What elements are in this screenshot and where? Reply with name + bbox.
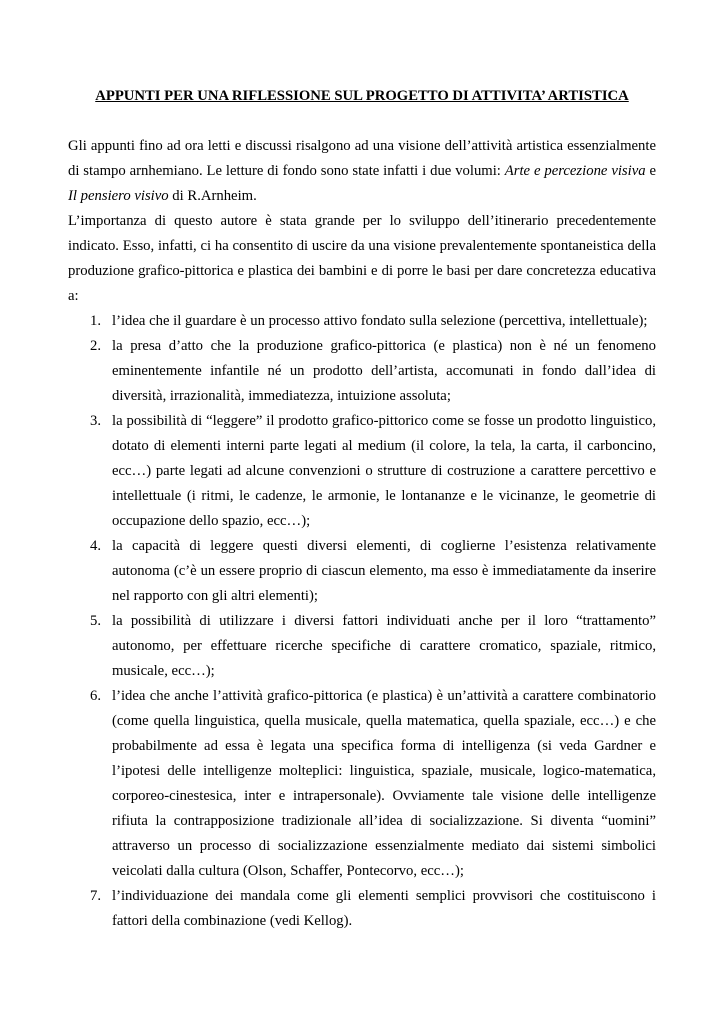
list-item-text: la possibilità di “leggere” il prodotto grafico-pittorico come se fosse un prodotto linguistico, dotato di elementi interni parte legati al medium (il colore, la tela, la carta, il carboncino, ecc…) parte legati ad alcune convenzioni o strutture di costruzione a carattere percettivo e intellettuale (i ritmi, le cadenze, le armonie, le lontananze e le vicinanze, le geometrie di occupazione dello spazio, ecc…); xyxy=(112,413,656,529)
list-item-number: 6. xyxy=(90,688,102,704)
book-title-pensiero-visivo: Il pensiero visivo xyxy=(68,188,169,204)
list-item-number: 1. xyxy=(90,313,102,329)
list-item-text: la possibilità di utilizzare i diversi fattori individuati anche per il loro “trattamento” autonomo, per effettuare ricerche specifiche di carattere cromatico, spaziale, ritmico, musicale, ecc…); xyxy=(112,613,656,679)
list-item-text: l’individuazione dei mandala come gli elementi semplici provvisori che costituiscono i fattori della combinazione (vedi Kellog). xyxy=(112,888,656,929)
list-item xyxy=(68,309,656,334)
numbered-list xyxy=(68,309,656,934)
list-item-number: 2. xyxy=(90,338,102,354)
document-title: APPUNTI PER UNA RIFLESSIONE SUL PROGETTO DI ATTIVITA’ ARTISTICA xyxy=(95,88,629,104)
second-paragraph: L’importanza di questo autore è stata grande per lo sviluppo dell’itinerario precedentemente indicato. Esso, infatti, ci ha consentito di uscire da una visione prevalentemente spontaneistica della produzione grafico-pittorica e plastica dei bambini e di porre le basi per dare concretezza educativa a: xyxy=(68,213,656,304)
list-item-text: la capacità di leggere questi diversi elementi, di coglierne l’esistenza relativamente autonoma (c’è un essere proprio di ciascun elemento, ma esso è immediatamente da inserire nel rapporto con gli altri elementi); xyxy=(112,538,656,604)
list-item xyxy=(68,609,656,684)
list-item xyxy=(68,534,656,609)
list-item-text: l’idea che il guardare è un processo attivo fondato sulla selezione (percettiva, intellettuale); xyxy=(112,313,648,329)
list-item xyxy=(68,684,656,884)
list-item-number: 3. xyxy=(90,413,102,429)
list-item-number: 7. xyxy=(90,888,102,904)
intro-conjunction: e xyxy=(645,163,656,179)
intro-author: di R.Arnheim. xyxy=(168,188,257,204)
list-item-number: 5. xyxy=(90,613,102,629)
intro-text: Gli appunti fino ad ora letti e discussi risalgono ad una visione dell’attività artistica essenzialmente di stampo arnhemiano. Le letture di fondo sono state infatti i due volumi: xyxy=(68,138,656,179)
list-item xyxy=(68,334,656,409)
list-item xyxy=(68,884,656,934)
list-item-text: l’idea che anche l’attività grafico-pittorica (e plastica) è un’attività a carattere combinatorio (come quella linguistica, quella musicale, quella matematica, quella spaziale, ecc…) e che probabilmente ad essa è legata una specifica forma di intelligenza (si veda Gardner e l’ipotesi delle intelligenze molteplici: linguistica, spaziale, musicale, logico-matematica, corporeo-cinestesica, inter e intrapersonale). Ovviamente tale visione delle intelligenze rifiuta la contrapposizione tradizionale all’idea di socializzazione. Si diventa “uomini” attraverso un processo di socializzazione essenzialmente mediato dai sistemi simbolici veicolati dalla cultura (Olson, Schaffer, Pontecorvo, ecc…); xyxy=(112,688,656,879)
document-page xyxy=(68,84,656,934)
list-item-number: 4. xyxy=(90,538,102,554)
list-item xyxy=(68,409,656,534)
book-title-arte-e-percezione: Arte e percezione visiva xyxy=(504,163,646,179)
intro-paragraph xyxy=(68,134,656,209)
list-item-text: la presa d’atto che la produzione grafico-pittorica (e plastica) non è né un fenomeno eminentemente infantile né un prodotto dell’artista, accomunati in fondo dall’idea di diversità, irrazionalità, immediatezza, intuizione assoluta; xyxy=(112,338,656,404)
